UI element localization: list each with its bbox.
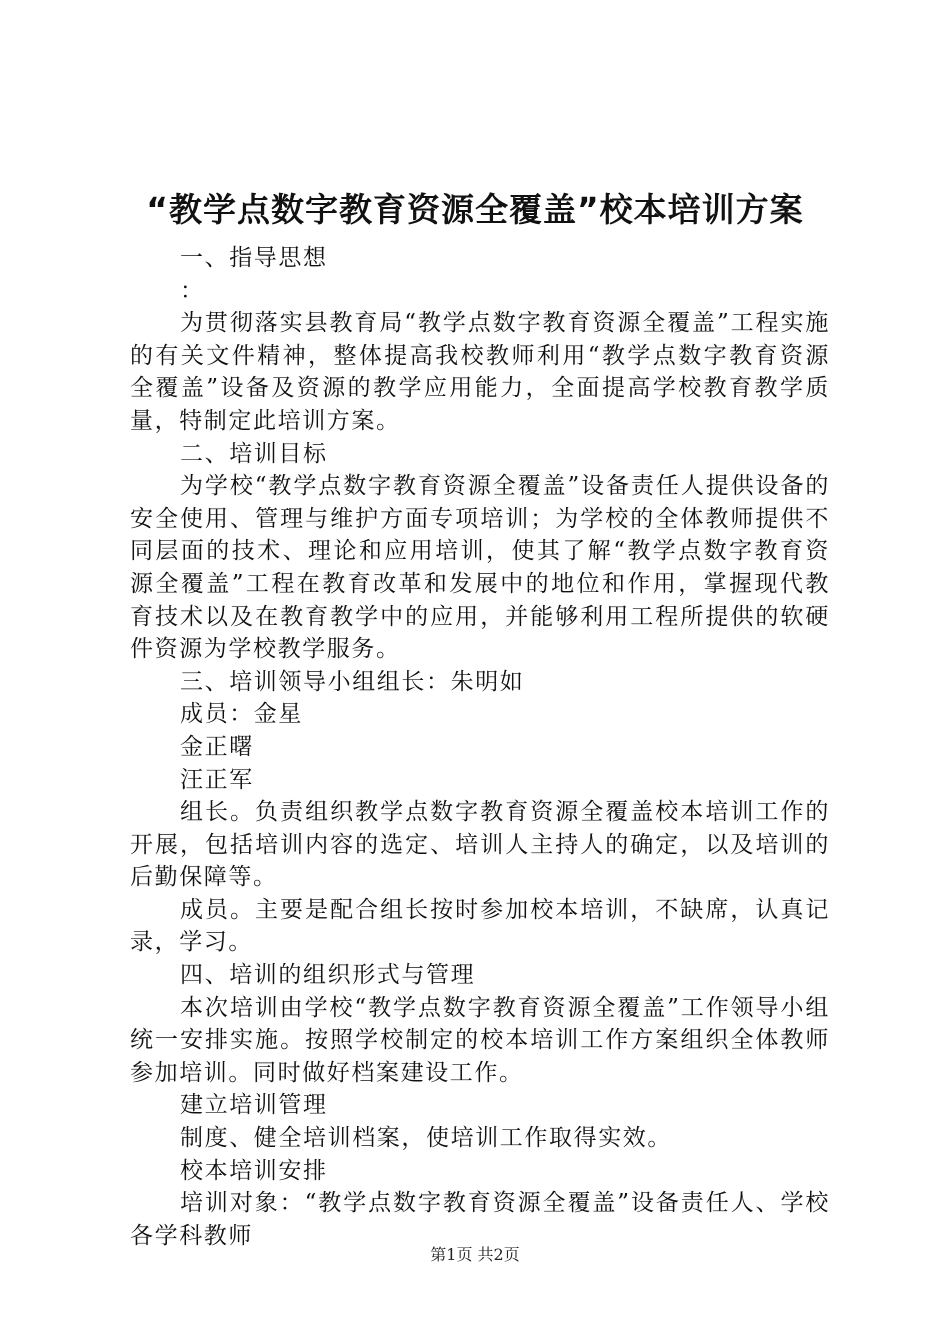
heading-training-goals: 二、培训目标 [180, 440, 328, 467]
paragraph-organization: 本次培训由学校“教学点数字教育资源全覆盖”工作领导小组统一安排实施。按照学校制定的校本培训工作方案组织全体教师参加培训。同时做好档案建设工作。 [130, 994, 830, 1086]
line-system-archive: 制度、健全培训档案，使培训工作取得实效。 [180, 1125, 672, 1152]
paragraph-goals: 为学校“教学点数字教育资源全覆盖”设备责任人提供设备的安全使用、管理与维护方面专项培训；为学校的全体教师提供不同层面的技术、理论和应用培训，使其了解“教学点数字教育资源全覆盖”工程在教育改革和发展中的地位和作用，掌握现代教育技术以及在教育教学中的应用，并能够利用工程所提供的软硬件资源为学校教学服务。 [130, 473, 830, 663]
member-line-1: 成员：金星 [180, 701, 303, 728]
paragraph-training-target: 培训对象：“教学点数字教育资源全覆盖”设备责任人、学校各学科教师 [130, 1190, 830, 1249]
document-body [130, 242, 830, 1252]
paragraph-leader-duty: 组长。负责组织教学点数字教育资源全覆盖校本培训工作的开展，包括培训内容的选定、培训人主持人的确定，以及培训的后勤保障等。 [130, 799, 830, 891]
heading-guiding-ideology: 一、指导思想 [180, 245, 328, 271]
member-line-3: 汪正军 [180, 766, 254, 793]
heading-organization: 四、培训的组织形式与管理 [180, 962, 476, 989]
colon-line: ： [180, 277, 205, 304]
line-establish-management: 建立培训管理 [180, 1092, 328, 1119]
line-training-schedule: 校本培训安排 [180, 1157, 328, 1184]
page-number-footer: 第1页 共2页 [430, 1245, 520, 1264]
paragraph-member-duty: 成员。主要是配合组长按时参加校本培训，不缺席，认真记录，学习。 [130, 896, 830, 956]
heading-leadership-group: 三、培训领导小组组长：朱明如 [180, 668, 525, 695]
paragraph-purpose: 为贯彻落实县教育局“教学点数字教育资源全覆盖”工程实施的有关文件精神，整体提高我校教师利用“教学点数字教育资源全覆盖”设备及资源的教学应用能力，全面提高学校教育教学质量，特制定此培训方案。 [130, 310, 830, 434]
document-title: “教学点数字教育资源全覆盖”校本培训方案 [146, 190, 804, 229]
member-line-2: 金正曙 [180, 733, 254, 760]
